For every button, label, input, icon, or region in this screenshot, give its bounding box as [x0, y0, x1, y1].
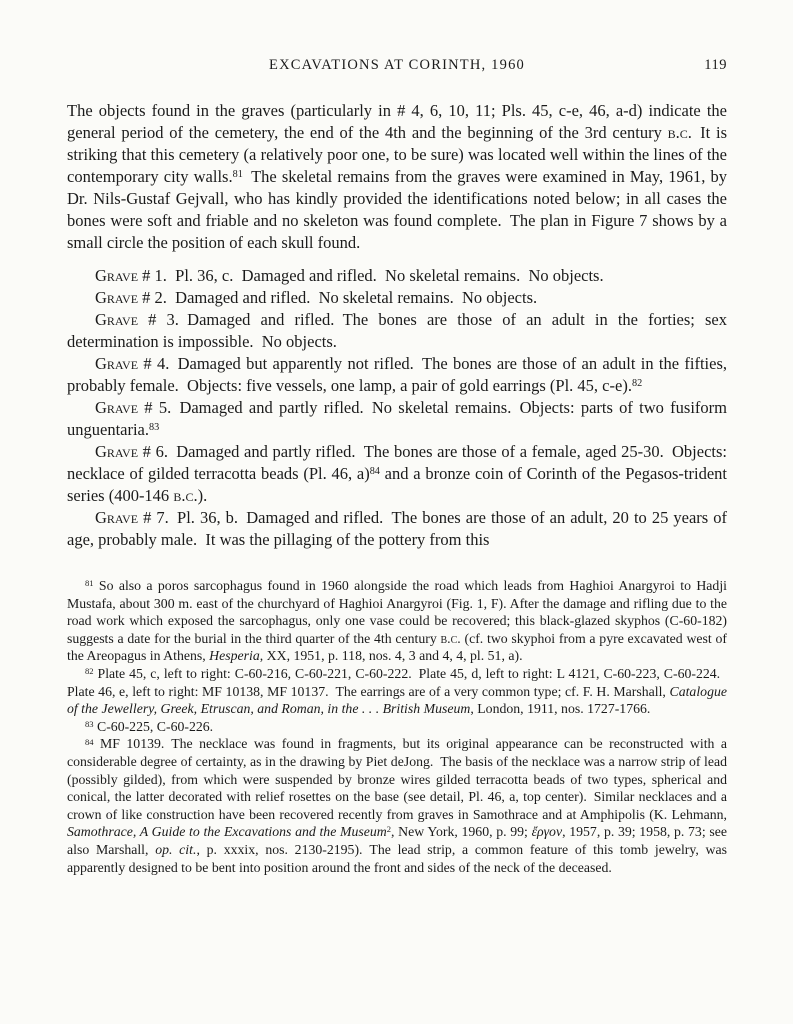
italic-text: Catalogue of the Jewellery, Greek, Etruscan, and Roman, in the . . . British Museum	[67, 683, 727, 717]
text-run: # 7. Pl. 36, b. Damaged and rifled. The bones are those of an adult, 20 to 25 years of age, probably male. It was the pillaging of the pottery from this	[67, 508, 727, 549]
small-caps-text: b.c.	[667, 123, 692, 142]
footnote-marker: 83	[149, 422, 160, 434]
text-run: # 5. Damaged and partly rifled. No skeletal remains. Objects: parts of two fusiform unguentaria.	[67, 398, 727, 439]
text-run: , p. xxxix, nos. 2130-2195). The lead strip, a common feature of this tomb jewelry, was apparently designed to be bent into position around the front and sides of the neck of the deceased.	[67, 841, 728, 875]
footnote-marker: 81	[232, 169, 243, 181]
footnote-marker: 82	[85, 666, 94, 677]
text-run: # 4. Damaged but apparently not rifled. The bones are those of an adult in the fifties, probably female. Objects: five vessels, one lamp, a pair of gold earrings (Pl. 45, c-e).	[67, 354, 727, 395]
text-run: # 6. Damaged and partly rifled. The bones are those of a female, aged 25-30. Objects: necklace of gilded terracotta beads (Pl. 46, a)	[67, 442, 727, 483]
small-caps-text: Grave	[95, 288, 139, 307]
text-run: , New York, 1960, p. 99;	[391, 824, 532, 840]
small-caps-text: Grave	[95, 310, 139, 329]
text-run: The objects found in the graves (particularly in # 4, 6, 10, 11; Pls. 45, c-e, 46, a-d) indicate the general period of the cemetery, the end of the 4th and the beginning of the 3rd century	[67, 101, 727, 142]
page-header	[67, 57, 727, 74]
small-caps-text: b.c.	[440, 630, 461, 646]
grave-entry-6	[67, 441, 727, 507]
footnote-marker: 84	[369, 466, 380, 478]
footnote-83	[67, 718, 727, 736]
grave-entry-7	[67, 507, 727, 551]
running-title: EXCAVATIONS AT CORINTH, 1960	[269, 57, 525, 73]
footnote-marker: 84	[85, 736, 94, 747]
footnote-82	[67, 665, 727, 718]
grave-list	[67, 265, 727, 551]
small-caps-text: Grave	[95, 266, 139, 285]
footnote-81	[67, 577, 727, 665]
text-run: # 3. Damaged and rifled. The bones are those of an adult in the forties; sex determination is impossible. No objects.	[67, 310, 727, 351]
grave-entry-1	[67, 265, 727, 287]
text-run: MF 10139. The necklace was found in fragments, but its original appearance can be reconstructed with a considerable degree of certainty, as in the drawing by Piet deJong. The basis of the necklace was a narrow strip of lead (possibly gilded), from which were suspended by bronze wires gilded terracotta beads of two types, spherical and conical, the latter decorated with relief rosettes on the base (see detail, Pl. 46, a, top center). Similar necklaces and a crown of like construction have been recovered recently from graves in Samothrace and at Amphipolis (K. Lehmann,	[67, 736, 727, 822]
text-run: , 1957, p. 39; 1958, p. 73; see also Marshall,	[67, 824, 727, 857]
italic-text: Hesperia	[209, 648, 260, 664]
body-text	[67, 100, 727, 551]
italic-text: ἔργον	[531, 824, 563, 840]
footnote-marker: 83	[85, 718, 94, 729]
text-run: It is striking that this cemetery (a relatively poor one, to be sure) was located well within the lines of the contemporary city walls.	[67, 123, 727, 186]
footnote-marker: 82	[631, 378, 643, 390]
intro-paragraph	[67, 100, 727, 254]
footnotes	[67, 577, 727, 876]
text-run: Plate 45, c, left to right: C-60-216, C-60-221, C-60-222. Plate 45, d, left to right: L 4121, C-60-223, C-60-224. Plate 46, e, left to right: MF 10138, MF 10137. The earrings are of a very common type; cf. F. H. Marshall,	[67, 665, 727, 699]
small-caps-text: Grave	[95, 442, 139, 461]
footnote-84	[67, 735, 727, 876]
text-run: ).	[197, 486, 208, 505]
grave-entry-4	[67, 353, 727, 397]
footnote-marker: 81	[85, 578, 94, 589]
page-number: 119	[704, 57, 727, 73]
small-caps-text: b.c.	[173, 486, 198, 505]
grave-entry-2	[67, 287, 727, 309]
text-run: , XX, 1951, p. 118, nos. 4, 3 and 4, 4, pl. 51, a).	[259, 648, 523, 664]
footnote-marker: 2	[386, 824, 392, 835]
text-run: The skeletal remains from the graves were examined in May, 1961, by Dr. Nils-Gustaf Gejvall, who has kindly provided the identifications noted below; in all cases the bones were soft and friable and no skeleton was found complete. The plan in Figure 7 shows by a small circle the position of each skull found.	[67, 167, 728, 252]
small-caps-text: Grave	[95, 354, 139, 373]
text-run: (cf. two skyphoi from a pyre excavated west of the Areopagus in Athens,	[67, 630, 727, 664]
grave-entry-3	[67, 309, 727, 353]
text-run: # 1. Pl. 36, c. Damaged and rifled. No skeletal remains. No objects.	[138, 266, 604, 285]
italic-text: op. cit.	[155, 841, 197, 857]
text-run: and a bronze coin of Corinth of the Pegasos-trident series (400-146	[67, 464, 727, 505]
text-run: So also a poros sarcophagus found in 1960 alongside the road which leads from Haghioi Anargyroi to Hadji Mustafa, about 300 m. east of the churchyard of Haghioi Anargyroi (Fig. 1, F). After the damage and rifling due to the road work which exposed the sarcophagus, only one vase could be recovered; this black-glazed skyphos (C-60-182) suggests a date for the burial in the third quarter of the 4th century	[67, 578, 727, 646]
small-caps-text: Grave	[95, 398, 139, 417]
grave-entry-5	[67, 397, 727, 441]
italic-text: Samothrace, A Guide to the Excavations and the Museum	[67, 824, 387, 840]
text-run: C-60-225, C-60-226.	[93, 718, 214, 734]
small-caps-text: Grave	[95, 508, 139, 527]
text-run: # 2. Damaged and rifled. No skeletal remains. No objects.	[138, 288, 538, 307]
text-run: , London, 1911, nos. 1727-1766.	[470, 701, 651, 717]
